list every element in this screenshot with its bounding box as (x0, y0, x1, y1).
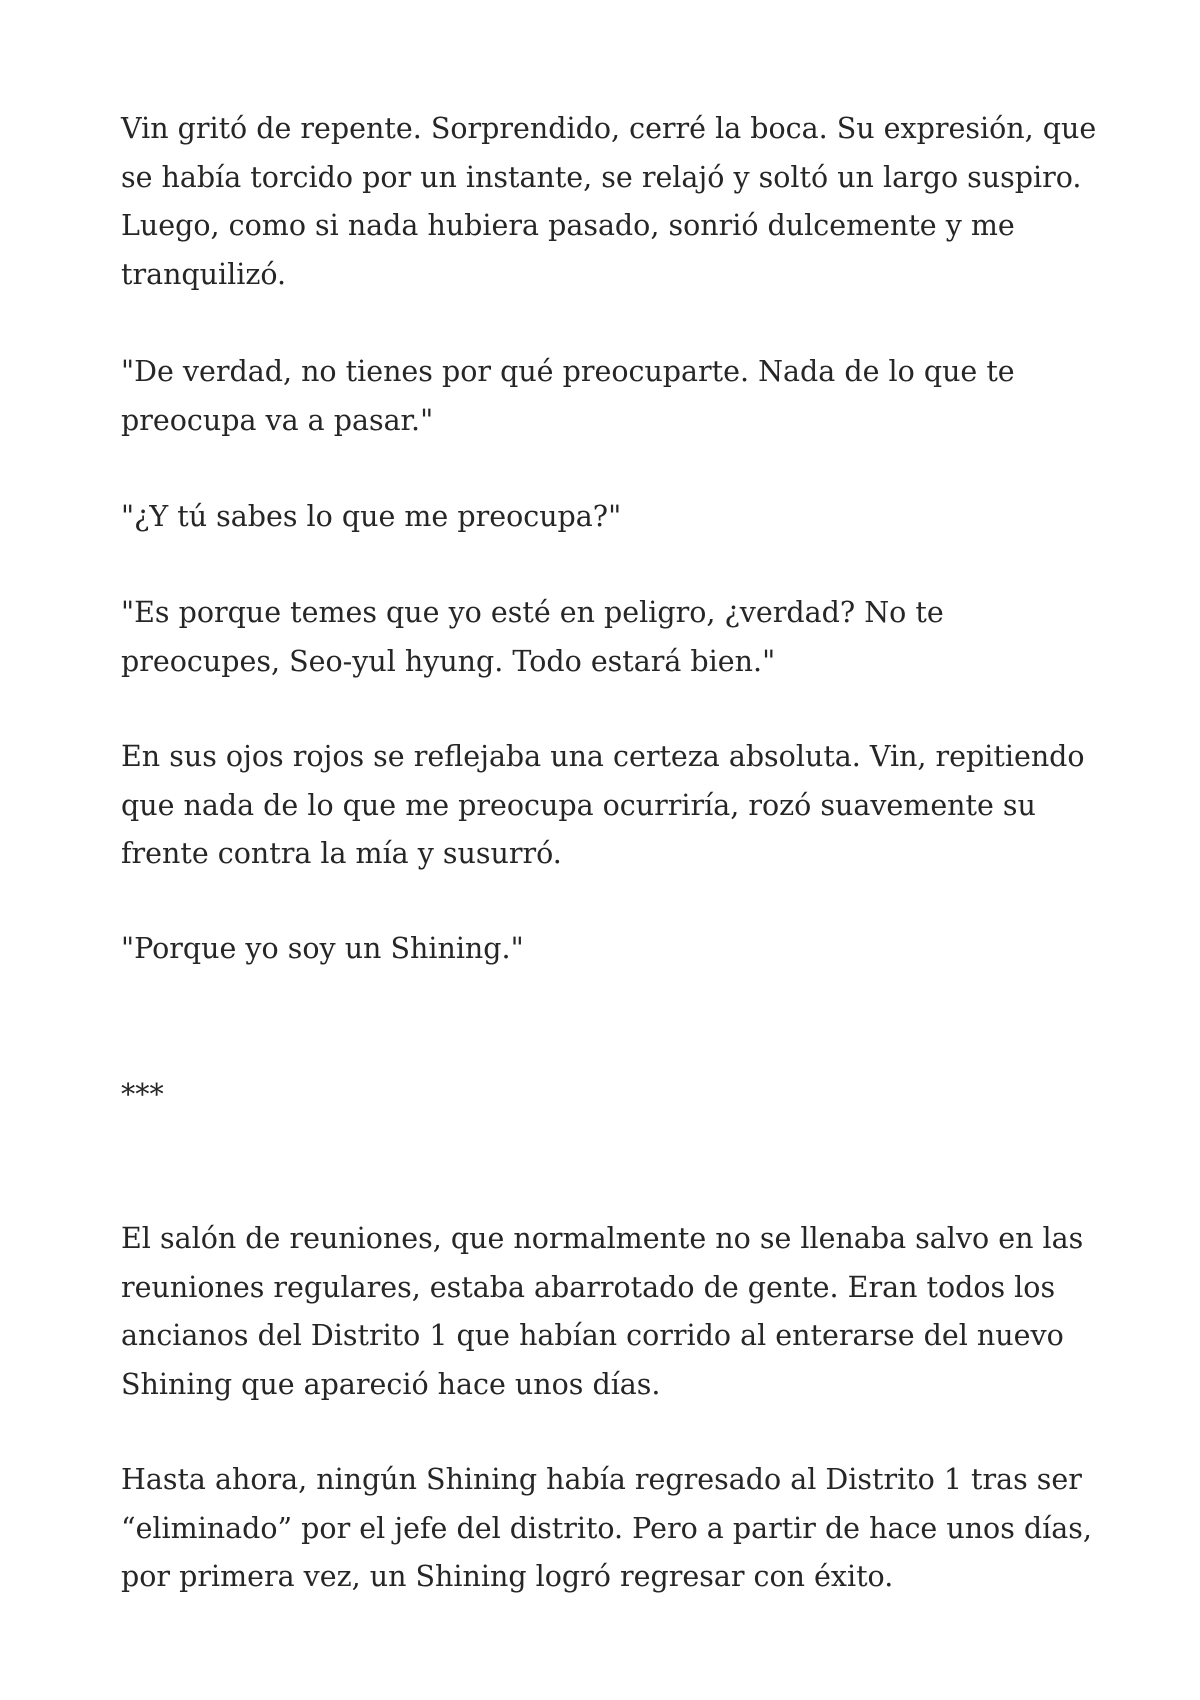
paragraph-6: "Porque yo soy un Shining." (121, 932, 524, 965)
paragraph-7: El salón de reuniones, que normalmente no se llenaba salvo en las reuniones regulares, estaba abarrotado de gente. Eran todos los ancianos del Distrito 1 que habían corrido al enterarse del nuevo Shining que apareció hace unos días. (121, 1222, 1084, 1401)
paragraph-2: "De verdad, no tienes por qué preocuparte. Nada de lo que te preocupa va a pasar." (121, 355, 1015, 437)
paragraph-3: "¿Y tú sabes lo que me preocupa?" (121, 500, 622, 533)
paragraph-5: En sus ojos rojos se reflejaba una certeza absoluta. Vin, repitiendo que nada de lo que me preocupa ocurriría, rozó suavemente su frente contra la mía y susurró. (121, 740, 1085, 870)
paragraph-8: Hasta ahora, ningún Shining había regresado al Distrito 1 tras ser “eliminado” por el jefe del distrito. Pero a partir de hace unos días, por primera vez, un Shining logró regresar con éxito. (121, 1463, 1092, 1593)
scene-separator: *** (121, 1078, 164, 1111)
paragraph-1: Vin gritó de repente. Sorprendido, cerré la boca. Su expresión, que se había torcido por un instante, se relajó y soltó un largo suspiro. Luego, como si nada hubiera pasado, sonrió dulcemente y me tranquilizó. (121, 112, 1097, 291)
paragraph-4: "Es porque temes que yo esté en peligro, ¿verdad? No te preocupes, Seo-yul hyung. Todo estará bien." (121, 596, 944, 678)
